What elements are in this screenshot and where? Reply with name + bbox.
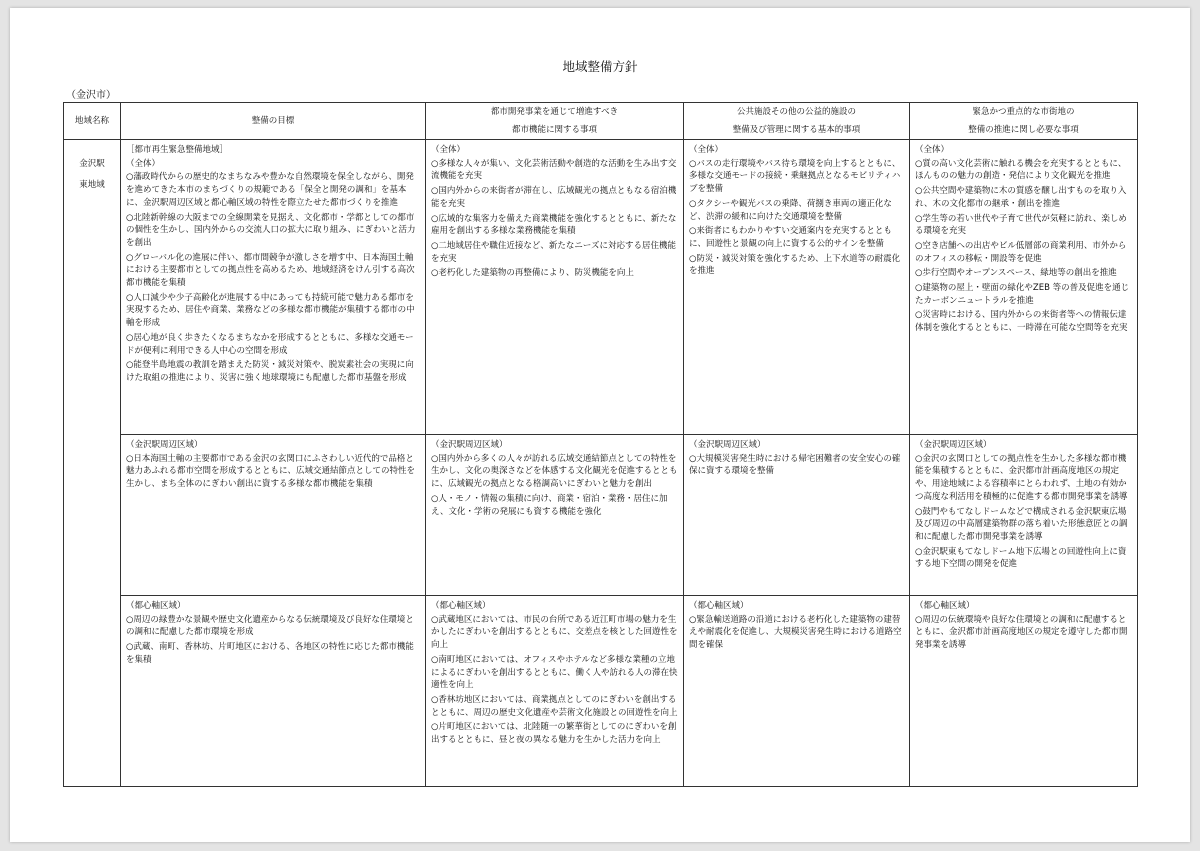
list-item: ○金沢の玄関口としての拠点性を生かした多様な都市機能を集積するとともに、金沢都市計画高度地区の規定や、用途地域による容積率にとらわれず、土地の有効かつ高度な利活用を積極的に促進する都市開発事業を誘導: [915, 453, 1128, 502]
public-facility-cell: [684, 435, 910, 596]
area-subheading: （都心軸区域）: [126, 601, 186, 611]
list-item: ○大規模災害発生時における帰宅困難者の安全安心の確保に資する環境を整備: [689, 453, 901, 477]
list-item: ○香林坊地区においては、商業拠点としてのにぎわいを創出するとともに、周辺の歴史文化遺産や芸術文化施設との回遊性を向上: [431, 694, 678, 718]
list-item: ○歩行空間やオープンスペース、緑地等の創出を推進: [915, 268, 1117, 279]
list-item: ○国内外からの来街者が滞在し、広域観光の拠点ともなる宿泊機能を充実: [431, 186, 677, 209]
list-item: ○バスの走行環境やバス待ち環境を向上するとともに、多様な交通モードの接続・乗継拠点となるモビリティハブを整備: [689, 158, 901, 195]
goal-cell: [121, 140, 426, 435]
area-subheading: （金沢駅周辺区域）: [915, 440, 992, 450]
list-item: ○日本海国土軸の主要都市である金沢の玄関口にふさわしい近代的で品格と魅力あふれる都市空間を形成するとともに、広域交通結節点としての特性を生かし、まち全体のにぎわい創出に資する多様な都市機能を集積: [126, 453, 416, 490]
list-item: ○広域的な集客力を備えた商業機能を強化するとともに、新たな雇用を創出する多様な業務機能を集積: [431, 213, 677, 237]
area-subheading: （全体）: [689, 145, 724, 155]
list-item: ○武蔵、南町、香林坊、片町地区における、各地区の特性に応じた都市機能を集積: [126, 642, 414, 665]
city-label: （金沢市）: [66, 90, 116, 101]
urban-function-cell: [426, 140, 684, 435]
area-subheading: （全体）: [126, 158, 161, 169]
list-item: ○防災・減災対策を強化するため、上下水道等の耐震化を推進: [689, 253, 901, 277]
list-item: ○二地域居住や職住近接など、新たなニーズに対応する居住機能を充実: [431, 240, 676, 264]
list-item: ○建築物の屋上・壁面の緑化やZEB 等の普及促進を通じたカーボンニュートラルを推進: [915, 283, 1130, 306]
area-subheading: （金沢駅周辺区域）: [689, 440, 766, 450]
list-item: ○武蔵地区においては、市民の台所である近江町市場の魅力を生かしたにぎわいを創出するとともに、交差点を核とした回遊性を向上: [431, 614, 678, 651]
list-item: ○能登半島地震の教訓を踏まえた防災・減災対策や、脱炭素社会の実現に向けた取組の推進により、災害に強く地球環境にも配慮した都市基盤を形成: [126, 360, 414, 383]
list-item: ○空き店舗への出店やビル低層部の商業利用、市外からのオフィスの移転・開設等を促進: [915, 240, 1127, 264]
public-facility-cell: [684, 140, 910, 435]
region-name-cell: 金沢駅 東地域: [64, 140, 121, 787]
area-subheading: （全体）: [431, 145, 466, 155]
list-item: ○公共空間や建築物に木の質感を醸し出すものを取り入れ、木の文化都市の継承・創出を推進: [915, 186, 1127, 209]
goal-cell: [121, 435, 426, 596]
goal-section-title: ［都市再生緊急整備地域］: [126, 145, 229, 155]
list-item: ○学生等の若い世代や子育て世代が気軽に訪れ、楽しめる環境を充実: [915, 213, 1127, 237]
header-urgent-development: 緊急かつ重点的な市街地の 整備の推進に関し必要な事項: [910, 103, 1138, 140]
list-item: ○鼓門やもてなしドームなどで構成される金沢駅東広場及び周辺の中高層建築物群の落ち着いた形態意匠との調和に配慮した都市開発事業を誘導: [915, 506, 1128, 542]
header-row: [64, 103, 1138, 140]
area-subheading: （都心軸区域）: [915, 601, 975, 611]
header-public-facility: 公共施設その他の公益的施設の 整備及び管理に関する基本的事項: [684, 103, 910, 140]
urgent-development-cell: [910, 140, 1138, 435]
list-item: ○周辺の緑豊かな景観や歴史文化遺産からなる伝統環境及び良好な住環境との調和に配慮した都市環境を形成: [126, 614, 414, 638]
list-item: ○人口減少や少子高齢化が進展する中にあっても持続可能で魅力ある都市を実現するため、居住や商業、業務などの多様な都市機能が集積する都市の中軸を形成: [126, 292, 415, 329]
urban-function-cell: [426, 435, 684, 596]
list-item: ○タクシーや観光バスの乗降、荷捌き車両の適正化など、渋滞の緩和に向けた交通環境を整備: [689, 198, 892, 222]
list-item: ○居心地が良く歩きたくなるまちなかを形成するとともに、多様な交通モードが便利に利用できる人中心の空間を形成: [126, 332, 414, 356]
area-subheading: （全体）: [915, 145, 950, 155]
list-item: ○来街者にもわかりやすい交通案内を充実するとともに、回遊性と景観の向上に資する公的サインを整備: [689, 226, 892, 249]
public-facility-cell: [684, 596, 910, 787]
list-item: ○グローバル化の進展に伴い、都市間競争が激しさを増す中、日本海国土軸における主要都市としての拠点性を高めるため、地域経済をけん引する高次都市機能を集積: [126, 252, 415, 289]
urgent-development-cell: [910, 596, 1138, 787]
list-item: ○国内外から多くの人々が訪れる広域交通結節点としての特性を生かし、文化の奥深さなどを体感する文化観光を促進するとともに、広域観光の拠点となる格調高いにぎわいと魅力を創出: [431, 453, 678, 490]
table-row: [64, 596, 1138, 787]
list-item: ○金沢駅東もてなしドーム地下広場との回遊性向上に資する地下空間の開発を促進: [915, 546, 1127, 570]
policy-table: [63, 102, 1138, 787]
area-subheading: （都心軸区域）: [431, 601, 491, 611]
list-item: ○緊急輸送道路の沿道における老朽化した建築物の建替えや耐震化を促進し、大規模災害発生時における道路空間を確保: [689, 614, 902, 651]
list-item: ○片町地区においては、北陸随一の繁華街としてのにぎわいを創出するとともに、昼と夜の異なる魅力を生かした活力を向上: [431, 722, 677, 746]
document-title: 地域整備方針: [562, 59, 638, 74]
list-item: ○南町地区においては、オフィスやホテルなど多様な業種の立地によるにぎわいを創出するとともに、働く人や訪れる人の滞在快適性を向上: [431, 654, 678, 691]
table-row: [64, 140, 1138, 435]
list-item: ○老朽化した建築物の再整備により、防災機能を向上: [431, 268, 634, 279]
goal-cell: [121, 596, 426, 787]
list-item: ○北陸新幹線の大阪までの全線開業を見据え、文化都市・学都としての都市の個性を生かし、国内外からの交流人口の拡大に取り組み、にぎわいと活力を創出: [126, 212, 416, 248]
area-subheading: （金沢駅周辺区域）: [431, 440, 508, 450]
list-item: ○多様な人々が集い、文化芸術活動や創造的な活動を生み出す交流機能を充実: [431, 158, 677, 182]
area-subheading: （金沢駅周辺区域）: [126, 440, 203, 450]
list-item: ○周辺の伝統環境や良好な住環境との調和に配慮するとともに、金沢都市計画高度地区の規定を遵守した都市開発事業を誘導: [915, 614, 1128, 651]
list-item: ○藩政時代からの歴史的なまちなみや豊かな自然環境を保全しながら、開発を進めてきた本市のまちづくりの規範である「保全と開発の調和」を基本に、金沢駅周辺区域と都心軸区域の特性を際立たせた都市づくりを推進: [126, 172, 414, 208]
table-row: [64, 435, 1138, 596]
list-item: ○人・モノ・情報の集積に向け、商業・宿泊・業務・居住に加え、文化・学術の発展にも資する機能を強化: [431, 493, 668, 517]
urban-function-cell: [426, 596, 684, 787]
list-item: ○質の高い文化芸術に触れる機会を充実するとともに、ほんものの魅力の創造・発信により文化観光を推進: [915, 158, 1127, 182]
area-subheading: （都心軸区域）: [689, 601, 749, 611]
header-region-name: 地域名称: [64, 103, 121, 140]
urgent-development-cell: [910, 435, 1138, 596]
header-goal: 整備の目標: [121, 103, 426, 140]
header-urban-function: 都市開発事業を通じて増進すべき 都市機能に関する事項: [426, 103, 684, 140]
list-item: ○災害時における、国内外からの来街者等への情報伝達体制を強化するとともに、一時滞在可能な空間等を充実: [915, 310, 1128, 334]
